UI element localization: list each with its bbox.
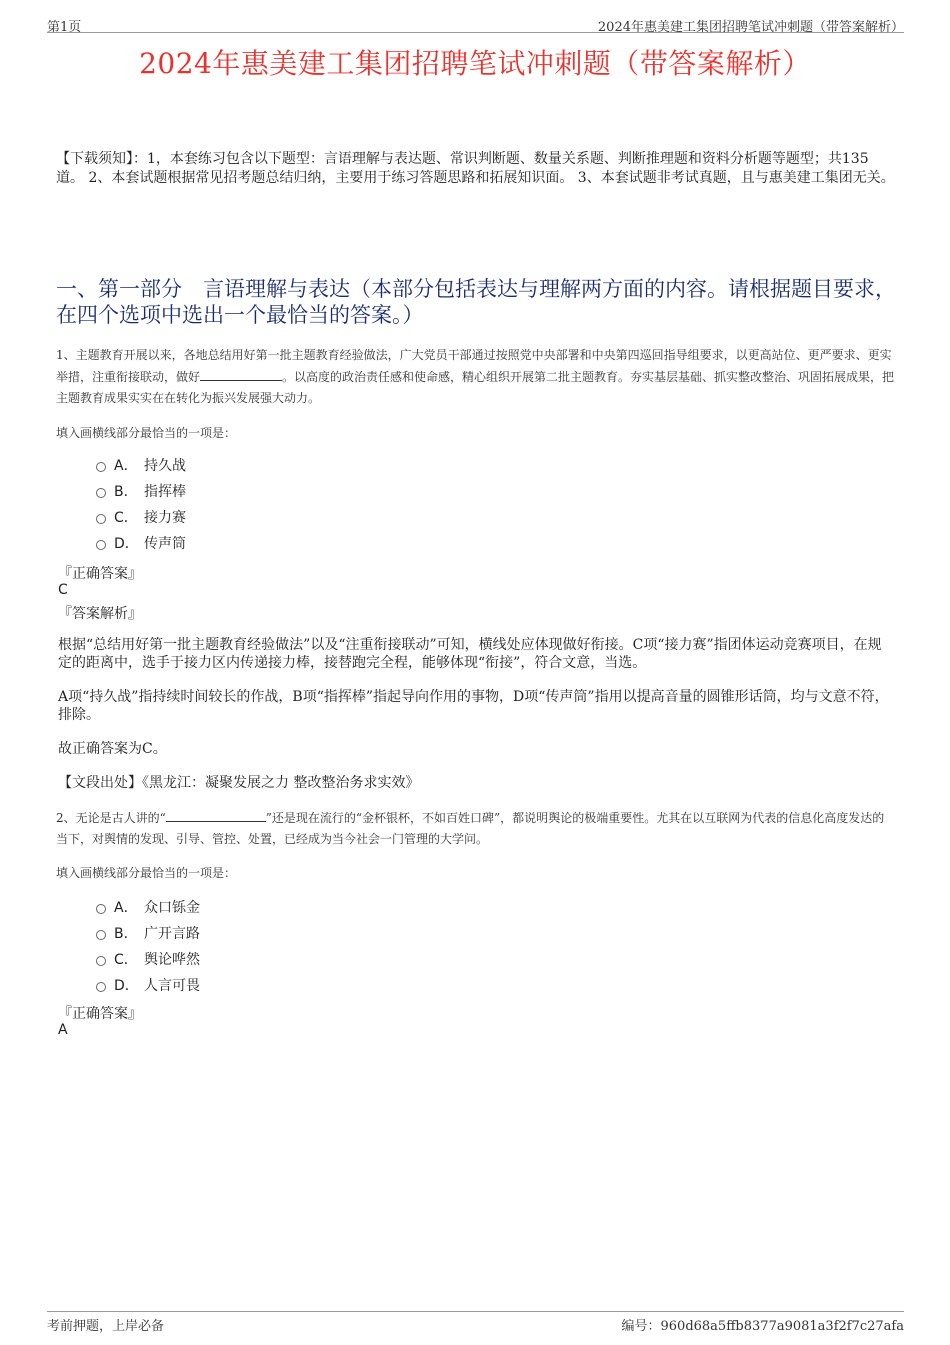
- question-1-answer: C: [58, 582, 68, 598]
- option-letter: B．: [114, 484, 138, 500]
- question-1-text-before: 1、主题教育开展以来，各地总结用好第一批主题教育经验做法，广大党员干部通过按照党中央部署和中央第四巡回指导组要求，以更高站位、更严要求、更实举措，注重衔接联动，做好: [56, 348, 892, 384]
- option-letter: C．: [114, 510, 138, 526]
- question-1-source: 【文段出处】《黑龙江：凝聚发展之力 整改整治务求实效》: [58, 775, 420, 791]
- radio-button-icon[interactable]: [96, 956, 106, 966]
- option-letter: A．: [114, 458, 138, 474]
- question-2-text-before: 2、无论是古人讲的“: [56, 811, 166, 825]
- question-1-option-b[interactable]: [96, 478, 186, 504]
- question-2-answer: A: [58, 1022, 68, 1038]
- question-2-option-d[interactable]: [96, 972, 200, 998]
- question-1-option-a[interactable]: [96, 452, 186, 478]
- option-text: 舆论哗然: [144, 952, 200, 968]
- question-2-options: [96, 894, 200, 998]
- section-heading: 一、第一部分 言语理解与表达（本部分包括表达与理解两方面的内容。请根据题目要求，在四个选项中选出一个最恰当的答案。）: [56, 277, 896, 327]
- radio-button-icon[interactable]: [96, 982, 106, 992]
- option-text: 指挥棒: [144, 484, 186, 500]
- radio-button-icon[interactable]: [96, 540, 106, 550]
- question-1-analysis-conclusion: 故正确答案为C。: [58, 741, 167, 757]
- radio-button-icon[interactable]: [96, 930, 106, 940]
- footer-slogan: 考前押题，上岸必备: [47, 1319, 165, 1334]
- question-1-text: [56, 345, 896, 409]
- question-1-prompt: 填入画横线部分最恰当的一项是：: [56, 426, 237, 440]
- question-2-option-a[interactable]: [96, 894, 200, 920]
- option-letter: A．: [114, 900, 138, 916]
- question-2-option-b[interactable]: [96, 920, 200, 946]
- option-letter: C．: [114, 952, 138, 968]
- option-text: 众口铄金: [144, 900, 200, 916]
- option-letter: B．: [114, 926, 138, 942]
- option-text: 持久战: [144, 458, 186, 474]
- radio-button-icon[interactable]: [96, 488, 106, 498]
- option-text: 接力赛: [144, 510, 186, 526]
- question-2-answer-label: 『正确答案』: [58, 1006, 142, 1022]
- radio-button-icon[interactable]: [96, 514, 106, 524]
- question-2-text-after: ”还是现在流行的“金杯银杯，不如百姓口碑”，都说明舆论的极端重要性。尤其在以互联网为代表的信息化高度发达的当下，对舆情的发现、引导、管控、处置，已经成为当今社会一门管理的大学问。: [56, 811, 885, 846]
- question-2-option-c[interactable]: [96, 946, 200, 972]
- question-2-text: [56, 807, 896, 850]
- question-1-text-after: 。以高度的政治责任感和使命感，精心组织开展第二批主题教育。夯实基层基础、抓实整改整治、巩固拓展成果，把主题教育成果实实在在转化为振兴发展强大动力。: [56, 370, 895, 405]
- footer-serial-number: 编号：960d68a5ffb8377a9081a3f2f7c27afa: [621, 1319, 904, 1334]
- header-doc-title: 2024年惠美建工集团招聘笔试冲刺题（带答案解析）: [597, 20, 904, 35]
- document-title: 2024年惠美建工集团招聘笔试冲刺题（带答案解析）: [139, 47, 811, 80]
- download-notice: 【下载须知】：1，本套练习包含以下题型：言语理解与表达题、常识判断题、数量关系题、判断推理题和资料分析题等题型；共135道。 2、本套试题根据常见招考题总结归纳，主要用于练习答题思路和拓展知识面。 3、本套试题非考试真题，且与惠美建工集团无关。: [56, 151, 895, 186]
- question-1-analysis-paragraph-1: 根据“总结用好第一批主题教育经验做法”以及“注重衔接联动”可知，横线处应体现做好衔接。C项“接力赛”指团体运动竞赛项目，在规定的距离中，选手于接力区内传递接力棒，接替跑完全程，能够体现“衔接”，符合文意，当选。: [58, 637, 882, 671]
- page-header: [47, 14, 904, 33]
- page-footer: [47, 1311, 904, 1336]
- option-text: 广开言路: [144, 926, 200, 942]
- question-1-blank: [200, 366, 282, 381]
- question-1-analysis-label: 『答案解析』: [58, 606, 142, 622]
- radio-button-icon[interactable]: [96, 904, 106, 914]
- question-1-option-c[interactable]: [96, 504, 186, 530]
- option-text: 人言可畏: [144, 978, 200, 994]
- page-number-label: 第1页: [47, 20, 82, 35]
- option-text: 传声筒: [144, 536, 186, 552]
- question-1-option-d[interactable]: [96, 530, 186, 556]
- radio-button-icon[interactable]: [96, 462, 106, 472]
- option-letter: D．: [114, 978, 139, 994]
- question-1-answer-label: 『正确答案』: [58, 566, 142, 582]
- question-2-blank: [166, 807, 266, 822]
- question-2-prompt: 填入画横线部分最恰当的一项是：: [56, 866, 237, 880]
- question-1-options: [96, 452, 186, 556]
- option-letter: D．: [114, 536, 139, 552]
- question-1-analysis-paragraph-2: A项“持久战”指持续时间较长的作战，B项“指挥棒”指起导向作用的事物，D项“传声筒”指用以提高音量的圆锥形话筒，均与文意不符，排除。: [58, 689, 889, 723]
